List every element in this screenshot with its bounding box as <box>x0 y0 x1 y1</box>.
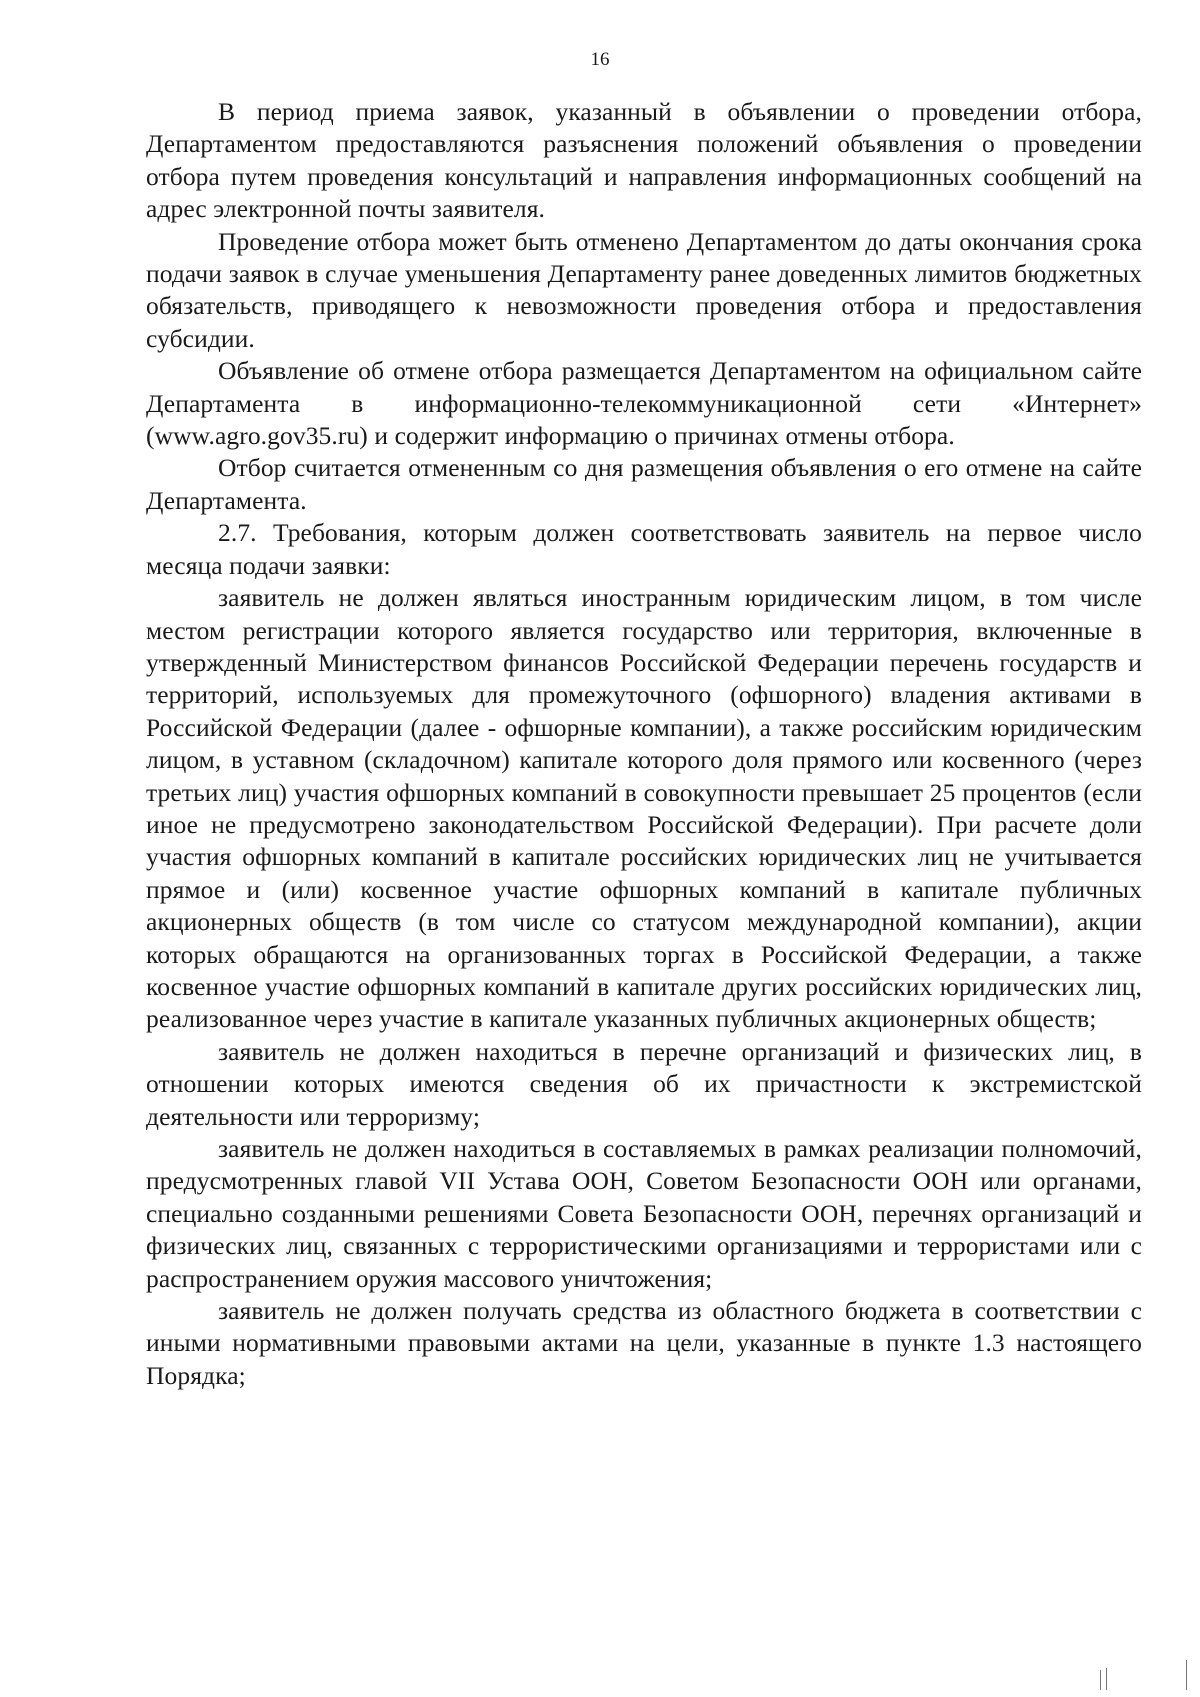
paragraph-cancellation: Проведение отбора может быть отменено Департаментом до даты окончания срока подачи заявок в случае уменьшения Департаменту ранее доведенных лимитов бюджетных обязательств, приводящего к невозможности проведения отбора и предоставления субсидии. <box>146 226 1142 353</box>
paragraph-cancellation-date: Отбор считается отмененным со дня размещения объявления о его отмене на сайте Департамента. <box>146 453 1142 515</box>
scan-edge-mark <box>1106 1668 1107 1690</box>
paragraph-cancellation-notice: Объявление об отмене отбора размещается Департаментом на официальном сайте Департамента в информационно-телекоммуникационной сети «Интернет» (www.agro.gov35.ru) и содержит информацию о причинах отмены отбора. <box>146 356 1142 451</box>
paragraph-un-sanctions-requirement: заявитель не должен находиться в составляемых в рамках реализации полномочий, предусмотренных главой VII Устава ООН, Советом Безопасности ООН или органами, специально созданными решениями Совета Безопасности ООН, перечнях организаций и физических лиц, связанных с террористическими организациями и террористами или с распространением оружия массового уничтожения; <box>146 1134 1142 1293</box>
page-number: 16 <box>590 49 610 70</box>
scan-edge-mark <box>1186 1660 1187 1690</box>
scan-edge-mark <box>1100 1670 1101 1690</box>
body-text <box>146 96 1142 1392</box>
paragraph-section-2-7: 2.7. Требования, которым должен соответствовать заявитель на первое число месяца подачи заявки: <box>146 518 1142 580</box>
paragraph-consultations: В период приема заявок, указанный в объявлении о проведении отбора, Департаментом предоставляются разъяснения положений объявления о проведении отбора путем проведения консультаций и направления информационных сообщений на адрес электронной почты заявителя. <box>146 97 1142 224</box>
paragraph-extremism-requirement: заявитель не должен находиться в перечне организаций и физических лиц, в отношении которых имеются сведения об их причастности к экстремистской деятельности или терроризму; <box>146 1036 1142 1131</box>
paragraph-budget-funds-requirement: заявитель не должен получать средства из областного бюджета в соответствии с иными нормативными правовыми актами на цели, указанные в пункте 1.3 настоящего Порядка; <box>146 1296 1142 1390</box>
paragraph-offshore-requirement: заявитель не должен являться иностранным юридическим лицом, в том числе местом регистрации которого является государство или территория, включенные в утвержденный Министерством финансов Российской Федерации перечень государств и территорий, используемых для промежуточного (офшорного) владения активами в Российской Федерации (далее - офшорные компании), а также российским юридическим лицом, в уставном (складочном) капитале которого доля прямого или косвенного (через третьих лиц) участия офшорных компаний в совокупности превышает 25 процентов (если иное не предусмотрено законодательством Российской Федерации). При расчете доли участия офшорных компаний в капитале российских юридических лиц не учитывается прямое и (или) косвенное участие офшорных компаний в капитале публичных акционерных обществ (в том числе со статусом международной компании), акции которых обращаются на организованных торгах в Российской Федерации, а также косвенное участие офшорных компаний в капитале других российских юридических лиц, реализованное через участие в капитале указанных публичных акционерных обществ; <box>146 583 1142 1034</box>
